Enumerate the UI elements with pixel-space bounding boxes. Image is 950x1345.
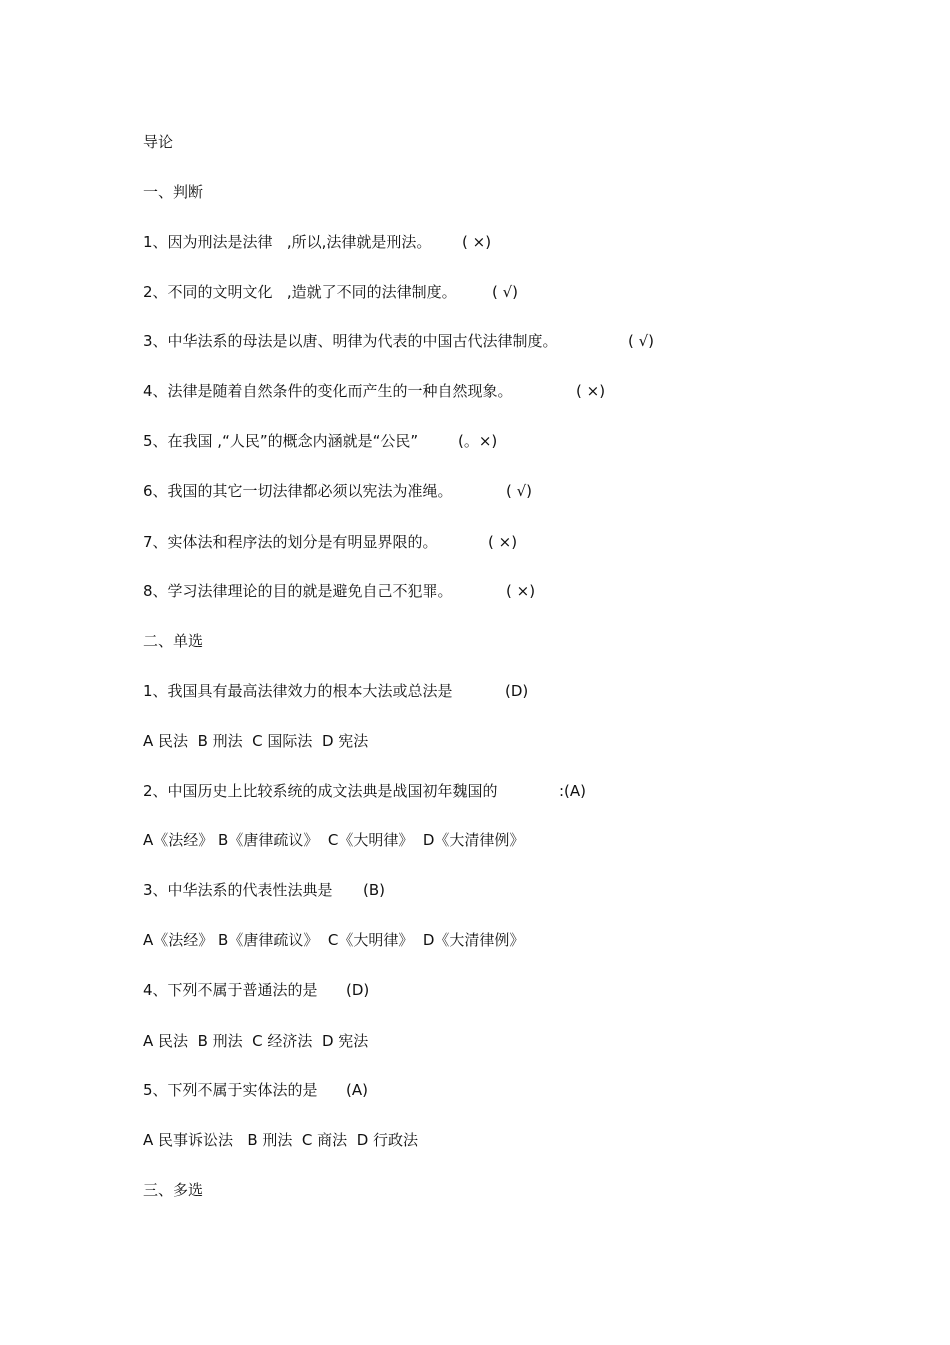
sc-options-5: A 民事诉讼法 B 刑法 C 商法 D 行政法	[143, 1131, 419, 1149]
tf-question-8: 8、学习法律理论的目的就是避免自己不犯罪。	[143, 582, 453, 600]
section-heading-single-choice: 二、单选	[143, 632, 204, 650]
sc-answer-1: (D)	[505, 682, 529, 700]
tf-question-4: 4、法律是随着自然条件的变化而产生的一种自然现象。	[143, 382, 513, 400]
tf-question-5: 5、在我国 ,“人民”的概念内涵就是“公民”	[143, 432, 419, 450]
tf-answer-8: ( ×)	[506, 582, 536, 600]
section-heading-true-false: 一、判断	[143, 183, 204, 201]
sc-question-3: 3、中华法系的代表性法典是	[143, 881, 333, 899]
sc-options-3: A《法经》 B《唐律疏议》 C《大明律》 D《大清律例》	[143, 931, 525, 949]
sc-options-1: A 民法 B 刑法 C 国际法 D 宪法	[143, 732, 369, 750]
tf-answer-5: (。×)	[458, 432, 498, 450]
tf-answer-6: ( √)	[506, 482, 533, 500]
tf-answer-3: ( √)	[628, 332, 655, 350]
document-title: 导论	[143, 133, 174, 151]
tf-question-6: 6、我国的其它一切法律都必须以宪法为准绳。	[143, 482, 453, 500]
sc-question-5: 5、下列不属于实体法的是	[143, 1081, 318, 1099]
sc-answer-4: (D)	[346, 981, 370, 999]
sc-answer-2: :(A)	[559, 782, 587, 800]
tf-answer-1: ( ×)	[462, 233, 492, 251]
sc-options-4: A 民法 B 刑法 C 经济法 D 宪法	[143, 1032, 369, 1050]
sc-answer-5: (A)	[346, 1081, 368, 1099]
sc-answer-3: (B)	[363, 881, 385, 899]
tf-question-2: 2、不同的文明文化 ,造就了不同的法律制度。	[143, 283, 457, 301]
sc-options-2: A《法经》 B《唐律疏议》 C《大明律》 D《大清律例》	[143, 831, 525, 849]
tf-question-7: 7、实体法和程序法的划分是有明显界限的。	[143, 533, 438, 551]
section-heading-multiple-choice: 三、多选	[143, 1181, 204, 1199]
tf-answer-7: ( ×)	[488, 533, 518, 551]
tf-question-1: 1、因为刑法是法律 ,所以,法律就是刑法。	[143, 233, 432, 251]
tf-question-3: 3、中华法系的母法是以唐、明律为代表的中国古代法律制度。	[143, 332, 558, 350]
sc-question-2: 2、中国历史上比较系统的成文法典是战国初年魏国的	[143, 782, 498, 800]
tf-answer-4: ( ×)	[576, 382, 606, 400]
sc-question-4: 4、下列不属于普通法的是	[143, 981, 318, 999]
tf-answer-2: ( √)	[492, 283, 519, 301]
sc-question-1: 1、我国具有最高法律效力的根本大法或总法是	[143, 682, 453, 700]
